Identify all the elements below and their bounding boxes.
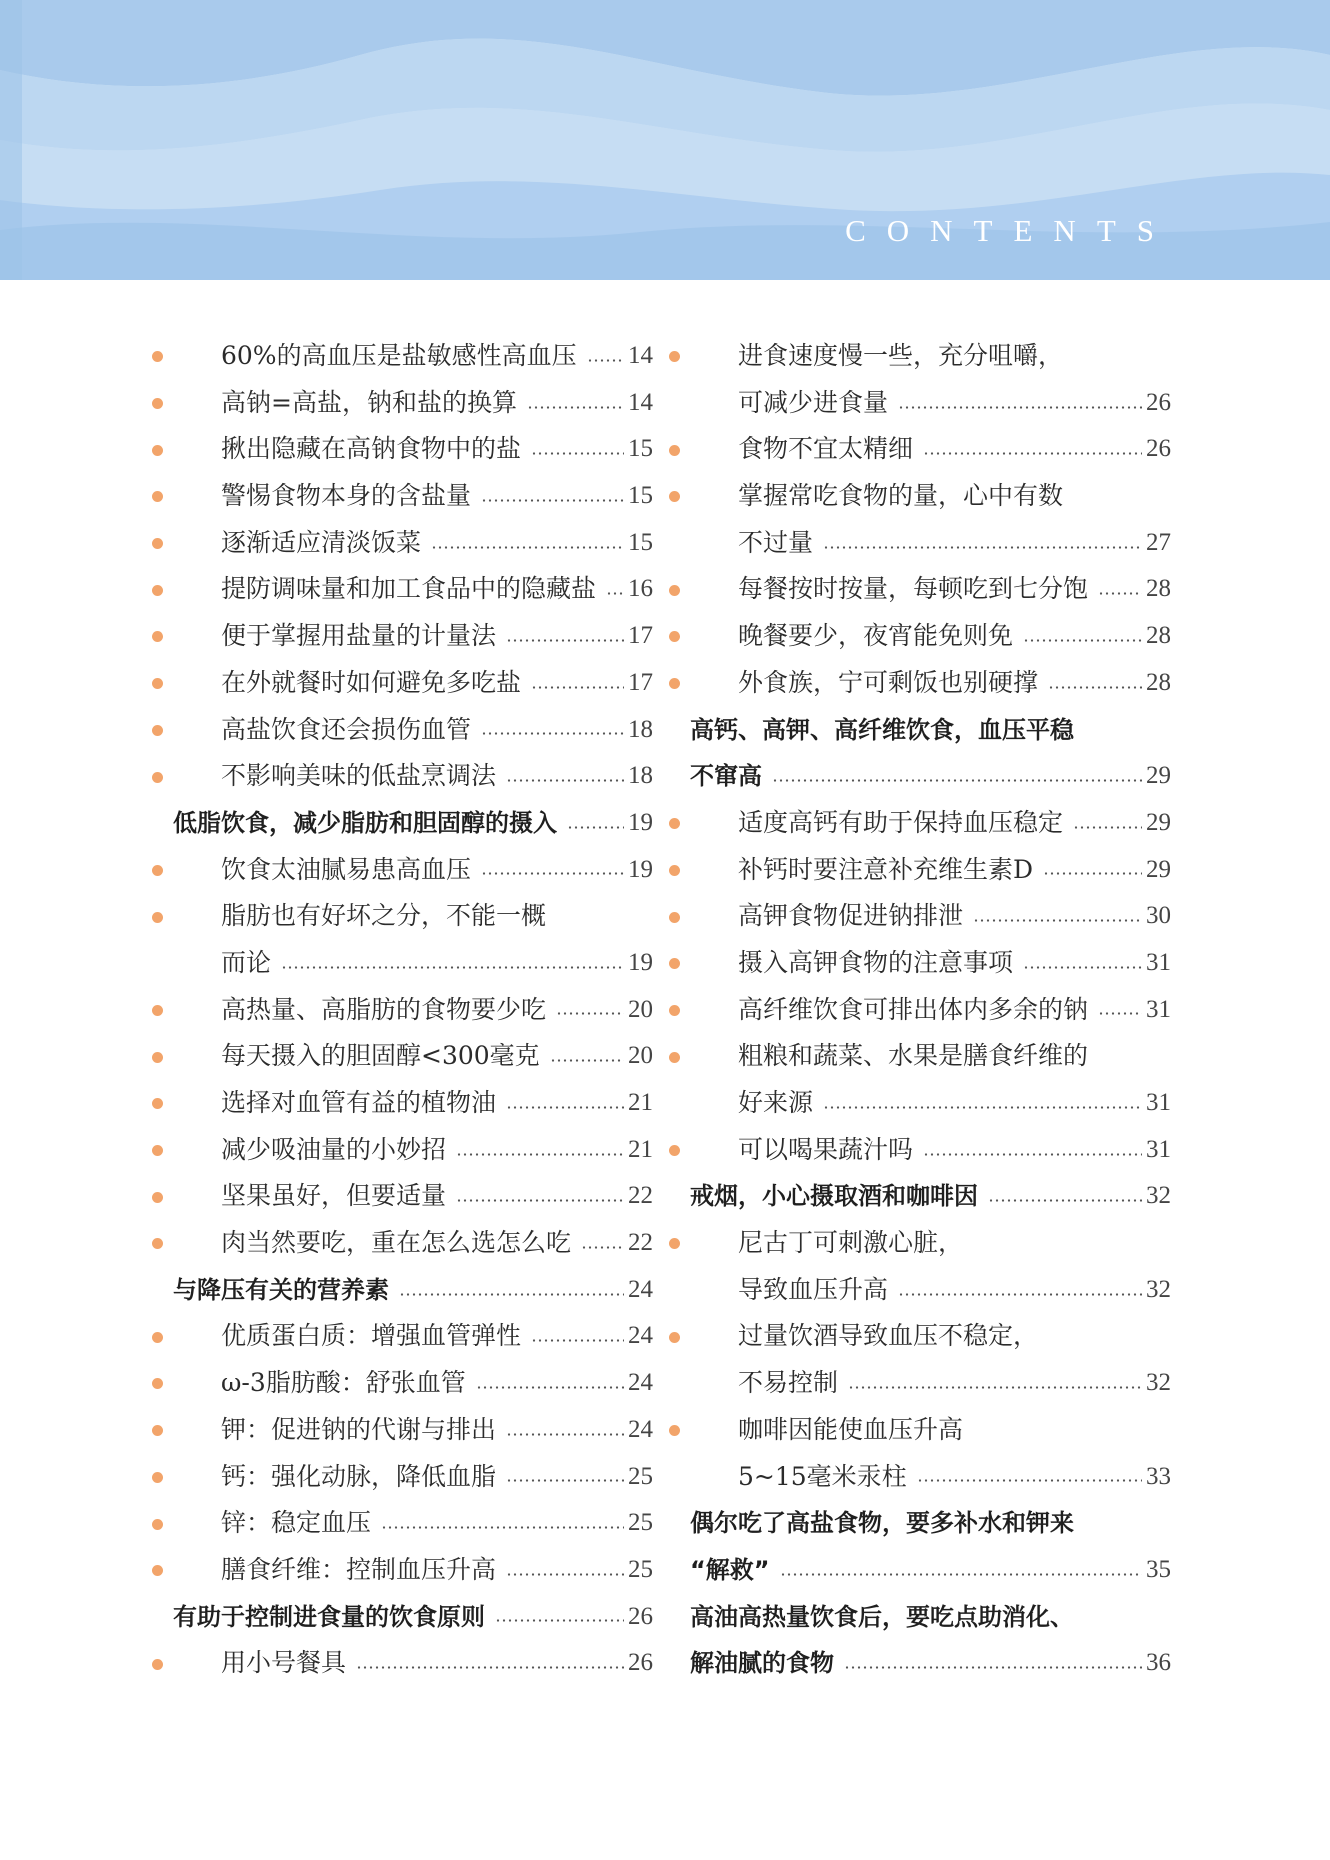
toc-entry-page: 19 [628, 855, 653, 883]
toc-entry-title: 警惕食物本身的含盐量 [221, 481, 472, 511]
toc-entry-title: 每餐按时按量，每顿吃到七分饱 [738, 574, 1089, 604]
toc-entry[interactable] [173, 1454, 653, 1501]
dot-leader [898, 406, 1142, 409]
dot-leader [456, 1199, 624, 1202]
dot-leader [1073, 826, 1142, 829]
toc-entry-page: 18 [628, 715, 653, 743]
toc-entry[interactable] [173, 847, 653, 894]
toc-entry[interactable] [690, 1313, 1171, 1360]
toc-entry[interactable] [173, 613, 653, 660]
toc-section[interactable] [690, 707, 1171, 754]
toc-section-continuation[interactable] [690, 1640, 1171, 1687]
toc-entry-page: 20 [628, 1042, 653, 1070]
toc-entry-page: 24 [628, 1322, 653, 1350]
toc-entry[interactable] [173, 520, 653, 567]
toc-entry-title: ω-3脂肪酸：舒张血管 [221, 1368, 466, 1398]
toc-entry-page: 21 [628, 1135, 653, 1163]
toc-entry-title: 不过量 [738, 527, 814, 557]
toc-entry-page: 25 [628, 1509, 653, 1537]
toc-section[interactable] [173, 1267, 653, 1314]
toc-section-page: 32 [1146, 1182, 1171, 1210]
toc-entry-page: 28 [1146, 575, 1171, 603]
toc-entry-page: 28 [1146, 668, 1171, 696]
toc-section-title: “解救” [690, 1555, 770, 1584]
toc-entry[interactable] [690, 987, 1171, 1034]
dot-leader [506, 1573, 624, 1576]
toc-entry-title: 脂肪也有好坏之分，不能一概 [221, 901, 547, 931]
toc-entry-page: 26 [628, 1649, 653, 1677]
dot-leader [567, 826, 624, 829]
dot-leader [506, 1479, 624, 1482]
toc-entry-page: 26 [1146, 388, 1171, 416]
toc-entry[interactable] [173, 1407, 653, 1454]
toc-section-page: 26 [628, 1602, 653, 1630]
dot-leader [772, 779, 1142, 782]
dot-leader [481, 872, 624, 875]
toc-section[interactable] [690, 1173, 1171, 1220]
dot-leader [481, 732, 624, 735]
toc-entry[interactable] [690, 1220, 1171, 1267]
toc-entry-continuation[interactable] [690, 1080, 1171, 1127]
toc-entry-title: 钾：促进钠的代谢与排出 [221, 1414, 497, 1444]
toc-entry-title: 便于掌握用盐量的计量法 [221, 621, 497, 651]
dot-leader [506, 1106, 624, 1109]
toc-entry[interactable] [173, 987, 653, 1034]
toc-entry-page: 32 [1146, 1275, 1171, 1303]
toc-entry-title: 外食族，宁可剩饭也别硬撑 [738, 667, 1039, 697]
toc-entry-page: 29 [1146, 855, 1171, 883]
toc-section[interactable] [690, 1500, 1171, 1547]
toc-entry-title: 晚餐要少，夜宵能免则免 [738, 621, 1014, 651]
toc-entry-title: 摄入高钾食物的注意事项 [738, 947, 1014, 977]
dot-leader [1023, 639, 1142, 642]
toc-entry[interactable] [173, 1360, 653, 1407]
dot-leader [917, 1479, 1142, 1482]
toc-entry[interactable] [173, 1547, 653, 1594]
toc-entry-page: 17 [628, 668, 653, 696]
toc-entry-title: 钙：强化动脉，降低血脂 [221, 1461, 497, 1491]
dot-leader [581, 1246, 624, 1249]
toc-entry-title: 粗粮和蔬菜、水果是膳食纤维的 [738, 1041, 1089, 1071]
toc-entry[interactable] [690, 1407, 1171, 1454]
toc-entry-title: 掌握常吃食物的量，心中有数 [738, 481, 1064, 511]
toc-entry-title: 过量饮酒导致血压不稳定， [738, 1321, 1039, 1351]
toc-section-page: 24 [628, 1275, 653, 1303]
toc-entry-title: 进食速度慢一些，充分咀嚼， [738, 341, 1064, 370]
toc-entry-title: 肉当然要吃，重在怎么选怎么吃 [221, 1228, 572, 1258]
toc-entry-page: 15 [628, 528, 653, 556]
dot-leader [495, 1619, 624, 1622]
toc-entry-page: 31 [1146, 995, 1171, 1023]
toc-entry-title: 导致血压升高 [738, 1274, 889, 1304]
toc-entry-page: 22 [628, 1182, 653, 1210]
toc-entry-title: 膳食纤维：控制血压升高 [221, 1554, 497, 1584]
toc-section-title: 戒烟，小心摄取酒和咖啡因 [690, 1182, 978, 1211]
toc-section-title: 高油高热量饮食后，要吃点助消化、 [690, 1602, 1074, 1631]
toc-entry-title: 用小号餐具 [221, 1648, 347, 1678]
toc-section-page: 19 [628, 808, 653, 836]
dot-leader [823, 546, 1142, 549]
toc-entry-continuation[interactable] [690, 380, 1171, 427]
dot-leader [550, 1059, 624, 1062]
toc-section-title: 高钙、高钾、高纤维饮食，血压平稳 [690, 715, 1074, 744]
toc-section-page: 36 [1146, 1649, 1171, 1677]
toc-entry-title: 不易控制 [738, 1368, 839, 1398]
toc-entry-title: 锌：稳定血压 [221, 1508, 372, 1538]
toc-entry-page: 18 [628, 762, 653, 790]
dot-leader [506, 1433, 624, 1436]
dot-leader [506, 779, 624, 782]
toc-entry-page: 16 [628, 575, 653, 603]
toc-entry-title: 好来源 [738, 1088, 814, 1117]
dot-leader [923, 1153, 1142, 1156]
toc-entry-title: 在外就餐时如何避免多吃盐 [221, 667, 522, 697]
toc-section-page: 35 [1146, 1555, 1171, 1583]
toc-entry-continuation[interactable] [690, 1360, 1171, 1407]
dot-leader [531, 686, 624, 689]
toc-entry[interactable] [173, 660, 653, 707]
toc-entry-title: 优质蛋白质：增强血管弹性 [221, 1321, 522, 1351]
toc-right-column [690, 333, 1171, 1687]
toc-entry[interactable] [173, 1220, 653, 1267]
toc-entry-title: 揪出隐藏在高钠食物中的盐 [221, 434, 522, 464]
toc-entry-page: 14 [628, 342, 653, 369]
toc-entry-title: 高盐饮食还会损伤血管 [221, 714, 472, 744]
toc-entry[interactable] [690, 847, 1171, 894]
toc-entry-title: 可以喝果蔬汁吗 [738, 1134, 914, 1164]
toc-entry-title: 逐渐适应清淡饭菜 [221, 527, 422, 557]
dot-leader [1043, 872, 1142, 875]
toc-entry[interactable] [173, 426, 653, 473]
toc-entry-title: 每天摄入的胆固醇<300毫克 [221, 1041, 540, 1071]
toc-entry-title: 高纤维饮食可排出体内多余的钠 [738, 994, 1089, 1024]
toc-entry-page: 24 [628, 1415, 653, 1443]
toc-entry[interactable] [173, 893, 653, 940]
toc-entry[interactable] [690, 426, 1171, 473]
dot-leader [356, 1666, 624, 1669]
toc-entry-title: 高钾食物促进钠排泄 [738, 901, 964, 931]
dot-leader [476, 1386, 624, 1389]
toc-entry-title: 不影响美味的低盐烹调法 [221, 761, 497, 791]
toc-entry-title: 60%的高血压是盐敏感性高血压 [221, 341, 577, 370]
header-banner [0, 0, 1330, 280]
toc-entry-title: 坚果虽好，但要适量 [221, 1181, 447, 1211]
toc-entry[interactable] [173, 1033, 653, 1080]
toc-entry[interactable] [690, 613, 1171, 660]
toc-entry-continuation[interactable] [690, 520, 1171, 567]
toc-entry[interactable] [690, 473, 1171, 520]
toc-entry-page: 24 [628, 1369, 653, 1397]
dot-leader [923, 452, 1142, 455]
dot-leader [531, 452, 624, 455]
dot-leader [848, 1386, 1142, 1389]
toc-entry-title: 饮食太油腻易患高血压 [221, 854, 472, 884]
toc-section-title: 解油腻的食物 [690, 1649, 834, 1678]
toc-entry-title: 而论 [221, 947, 272, 977]
toc-section-title: 有助于控制进食量的饮食原则 [173, 1602, 485, 1631]
toc-entry-page: 15 [628, 435, 653, 463]
toc-entry-page: 31 [1146, 1135, 1171, 1163]
toc-entry-title: 咖啡因能使血压升高 [738, 1414, 964, 1444]
toc-entry-title: 尼古丁可刺激心脏， [738, 1228, 964, 1258]
dot-leader [506, 639, 624, 642]
toc-section-title: 偶尔吃了高盐食物，要多补水和钾来 [690, 1509, 1074, 1538]
dot-leader [780, 1573, 1142, 1576]
toc-entry-page: 31 [1146, 948, 1171, 976]
toc-entry-continuation[interactable] [690, 1267, 1171, 1314]
dot-leader [481, 499, 624, 502]
toc-entry-continuation[interactable] [690, 1454, 1171, 1501]
toc-entry[interactable] [690, 566, 1171, 613]
toc-entry-page: 32 [1146, 1369, 1171, 1397]
toc-entry-page: 20 [628, 995, 653, 1023]
toc-entry[interactable] [173, 1080, 653, 1127]
dot-leader [381, 1526, 624, 1529]
dot-leader [431, 546, 624, 549]
toc-section[interactable] [173, 800, 653, 847]
toc-entry[interactable] [690, 333, 1171, 380]
toc-entry-title: 高钠=高盐，钠和盐的换算 [221, 387, 517, 417]
dot-leader [844, 1666, 1142, 1669]
toc-section-continuation[interactable] [690, 1547, 1171, 1594]
toc-entry-title: 适度高钙有助于保持血压稳定 [738, 807, 1064, 837]
toc-entry-continuation[interactable] [173, 940, 653, 987]
toc-entry-page: 25 [628, 1462, 653, 1490]
toc-section-title: 与降压有关的营养素 [173, 1275, 389, 1304]
toc-entry-page: 26 [1146, 435, 1171, 463]
toc-entry-title: 食物不宜太精细 [738, 434, 914, 464]
toc-entry-page: 19 [628, 948, 653, 976]
toc-entry[interactable] [690, 1127, 1171, 1174]
toc-entry[interactable] [173, 333, 653, 380]
toc-entry-page: 21 [628, 1089, 653, 1116]
dot-leader [527, 406, 624, 409]
toc-entry-title: 减少吸油量的小妙招 [221, 1134, 447, 1164]
toc-section[interactable] [690, 1594, 1171, 1641]
toc-entry[interactable] [173, 566, 653, 613]
toc-entry[interactable] [173, 380, 653, 427]
toc-entry-title: 可减少进食量 [738, 387, 889, 417]
toc-entry-title: 5~15毫米汞柱 [738, 1461, 907, 1491]
toc-entry[interactable] [173, 1500, 653, 1547]
toc-entry-page: 22 [628, 1229, 653, 1257]
dot-leader [1098, 1012, 1142, 1015]
dot-leader [973, 919, 1142, 922]
dot-leader [823, 1106, 1142, 1109]
dot-leader [456, 1153, 624, 1156]
toc-entry[interactable] [173, 473, 653, 520]
toc-section-title: 低脂饮食，减少脂肪和胆固醇的摄入 [173, 808, 557, 837]
toc-entry-page: 31 [1146, 1089, 1171, 1116]
toc-entry[interactable] [690, 800, 1171, 847]
toc-entry-page: 15 [628, 482, 653, 510]
toc-entry-title: 高热量、高脂肪的食物要少吃 [221, 994, 547, 1024]
toc-section-page: 29 [1146, 762, 1171, 790]
dot-leader [281, 966, 624, 969]
dot-leader [587, 359, 624, 362]
dot-leader [988, 1199, 1142, 1202]
toc-entry-page: 14 [628, 388, 653, 416]
dot-leader [898, 1293, 1142, 1296]
toc-entry[interactable] [173, 1127, 653, 1174]
toc-entry[interactable] [173, 707, 653, 754]
dot-leader [1048, 686, 1142, 689]
toc-section[interactable] [173, 1594, 653, 1641]
contents-title: CONTENTS [845, 213, 1175, 248]
toc-left-column [173, 333, 653, 1687]
dot-leader [606, 592, 624, 595]
toc-entry[interactable] [173, 753, 653, 800]
toc-entry[interactable] [690, 1033, 1171, 1080]
toc-entry-title: 补钙时要注意补充维生素D [738, 854, 1034, 884]
dot-leader [1098, 592, 1142, 595]
toc-entry[interactable] [690, 660, 1171, 707]
toc-section-continuation[interactable] [690, 753, 1171, 800]
toc-entry[interactable] [173, 1640, 653, 1687]
toc-entry[interactable] [690, 940, 1171, 987]
toc-entry-page: 27 [1146, 528, 1171, 556]
toc-entry-page: 30 [1146, 902, 1171, 930]
toc-entry[interactable] [173, 1313, 653, 1360]
toc-entry-page: 29 [1146, 808, 1171, 836]
toc-entry-page: 28 [1146, 622, 1171, 650]
dot-leader [531, 1339, 624, 1342]
toc-entry-title: 提防调味量和加工食品中的隐藏盐 [221, 574, 597, 604]
toc-entry[interactable] [690, 893, 1171, 940]
toc-entry-page: 33 [1146, 1462, 1171, 1490]
dot-leader [1023, 966, 1142, 969]
toc-entry-page: 25 [628, 1555, 653, 1583]
dot-leader [399, 1293, 624, 1296]
dot-leader [556, 1012, 624, 1015]
toc-section-title: 不窜高 [690, 762, 762, 791]
toc-entry-title: 选择对血管有益的植物油 [221, 1088, 497, 1117]
toc-entry-page: 17 [628, 622, 653, 650]
toc-entry[interactable] [173, 1173, 653, 1220]
